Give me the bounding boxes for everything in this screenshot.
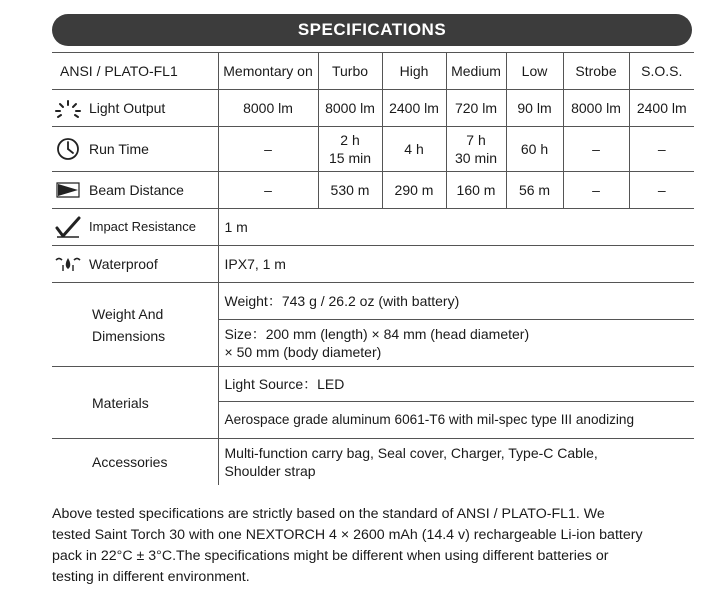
accessories-value: Multi-function carry bag, Seal cover, Charger, Type-C Cable, Shoulder strap — [218, 439, 694, 486]
spec-table — [52, 52, 694, 485]
run-time-value: – — [629, 127, 694, 172]
light-output-value: 8000 lm — [563, 90, 629, 127]
accessories-row — [52, 439, 694, 486]
run-time-value: 60 h — [506, 127, 563, 172]
mode-header-high: High — [382, 53, 446, 90]
specifications-banner — [52, 14, 692, 46]
weight-value: Weight：743 g / 26.2 oz (with battery) — [218, 283, 694, 320]
beam-distance-value: – — [563, 172, 629, 209]
mode-header-low: Low — [506, 53, 563, 90]
light-burst-icon — [55, 97, 81, 119]
waterproof-icon — [55, 253, 81, 275]
waterproof-row — [52, 246, 694, 283]
materials-label: Materials — [52, 367, 218, 439]
run-time-value: 2 h 15 min — [318, 127, 382, 172]
beam-distance-row — [52, 172, 694, 209]
accessories-label: Accessories — [52, 439, 218, 486]
run-time-row — [52, 127, 694, 172]
standard-label: ANSI / PLATO-FL1 — [52, 53, 218, 90]
light-output-value: 90 lm — [506, 90, 563, 127]
banner-title: SPECIFICATIONS — [297, 20, 447, 39]
mode-header-medium: Medium — [446, 53, 506, 90]
size-value: Size：200 mm (length) × 84 mm (head diameter) × 50 mm (body diameter) — [218, 320, 694, 367]
beam-distance-label: Beam Distance — [89, 182, 184, 198]
light-source-value: Light Source：LED — [218, 367, 694, 402]
waterproof-label: Waterproof — [89, 256, 158, 272]
run-time-label: Run Time — [89, 141, 149, 157]
footnote-line: testing in different environment. — [52, 569, 250, 585]
footnote — [52, 504, 712, 588]
run-time-value: – — [563, 127, 629, 172]
beam-distance-value: 530 m — [318, 172, 382, 209]
light-output-value: 720 lm — [446, 90, 506, 127]
light-source-row — [52, 367, 694, 402]
clock-icon — [55, 138, 81, 160]
beam-distance-value: – — [629, 172, 694, 209]
light-output-row — [52, 90, 694, 127]
body-material-value: Aerospace grade aluminum 6061-T6 with mil-spec type III anodizing — [218, 402, 694, 439]
header-row — [52, 53, 694, 90]
impact-resistance-label: Impact Resistance — [89, 219, 196, 234]
light-output-value: 2400 lm — [382, 90, 446, 127]
impact-icon — [55, 216, 81, 238]
run-time-value: 7 h 30 min — [446, 127, 506, 172]
mode-header-sos: S.O.S. — [629, 53, 694, 90]
mode-header-turbo: Turbo — [318, 53, 382, 90]
beam-distance-value: 290 m — [382, 172, 446, 209]
beam-distance-value: – — [218, 172, 318, 209]
light-output-value: 8000 lm — [318, 90, 382, 127]
mode-header-strobe: Strobe — [563, 53, 629, 90]
light-output-label: Light Output — [89, 100, 166, 116]
light-output-value: 2400 lm — [629, 90, 694, 127]
footnote-line: Above tested specifications are strictly based on the standard of ANSI / PLATO-FL1. We — [52, 506, 605, 522]
impact-resistance-row — [52, 209, 694, 246]
impact-resistance-value: 1 m — [218, 209, 694, 246]
mode-header-momentary: Memontary on — [218, 53, 318, 90]
weight-row — [52, 283, 694, 320]
run-time-value: – — [218, 127, 318, 172]
footnote-line: tested Saint Torch 30 with one NEXTORCH 4 × 2600 mAh (14.4 v) rechargeable Li-ion battery — [52, 527, 643, 543]
weight-dimensions-label: Weight And Dimensions — [52, 283, 218, 367]
waterproof-value: IPX7, 1 m — [218, 246, 694, 283]
beam-icon — [55, 179, 81, 201]
footnote-line: pack in 22°C ± 3°C.The specifications might be different when using different batteries or — [52, 548, 609, 564]
run-time-value: 4 h — [382, 127, 446, 172]
beam-distance-value: 160 m — [446, 172, 506, 209]
beam-distance-value: 56 m — [506, 172, 563, 209]
light-output-value: 8000 lm — [218, 90, 318, 127]
